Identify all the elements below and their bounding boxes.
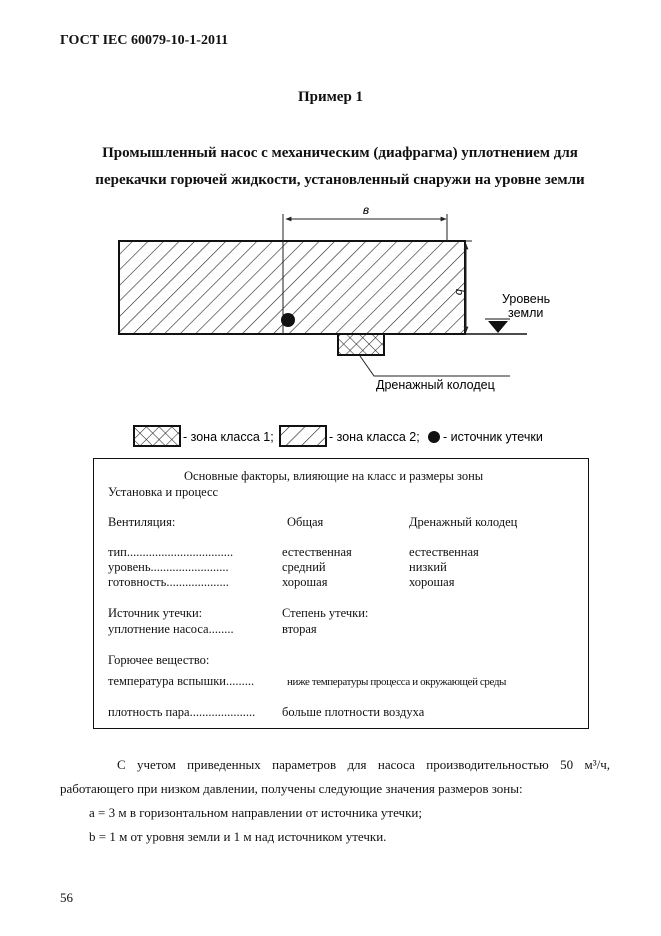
- page-number: 56: [60, 890, 73, 905]
- figure-title-line-1: Промышленный насос с механическим (диафрагма) уплотнением для: [102, 145, 578, 161]
- row-level-label: уровень.........................: [108, 560, 229, 574]
- ventilation-label: Вентиляция:: [108, 515, 176, 529]
- seal-value: вторая: [282, 622, 317, 636]
- row-availability-label: готовность....................: [108, 575, 229, 589]
- dimension-b-text: b = 1 м от уровня земли и 1 м над источником утечки.: [89, 829, 387, 844]
- table-subheading: Установка и процесс: [108, 485, 219, 499]
- legend-source-label: - источник утечки: [443, 430, 543, 444]
- flash-point-value: ниже температуры процесса и окружающей среды: [287, 676, 507, 688]
- column-general: Общая: [287, 515, 324, 529]
- figure-title-line-2: перекачки горючей жидкости, установленный снаружи на уровне земли: [95, 172, 585, 188]
- row-type-general: естественная: [282, 545, 352, 559]
- ground-level-icon: [488, 321, 508, 333]
- paragraph-line-1: С учетом приведенных параметров для насоса производительностью 50 м³/ч,: [117, 757, 610, 772]
- row-type-drain: естественная: [409, 545, 479, 559]
- table-heading: Основные факторы, влияющие на класс и размеры зоны: [184, 469, 484, 483]
- document-header: ГОСТ IEC 60079-10-1-2011: [60, 33, 229, 48]
- legend-zone-1-swatch: [134, 426, 180, 446]
- factors-table: [93, 458, 589, 729]
- example-title: Пример 1: [297, 89, 364, 105]
- legend-leak-source-icon: [428, 431, 440, 443]
- drain-pit-zone-1: [338, 334, 384, 355]
- drain-label: Дренажный колодец: [376, 378, 495, 392]
- legend-zone-2-label: - зона класса 2;: [329, 430, 420, 444]
- legend-zone-1-label: - зона класса 1;: [183, 430, 274, 444]
- row-availability-drain: хорошая: [409, 575, 455, 589]
- legend-zone-2-swatch: [280, 426, 326, 446]
- source-label: Источник утечки:: [108, 606, 203, 620]
- ground-label-line-2: земли: [508, 306, 544, 320]
- ground-label-line-1: Уровень: [502, 292, 551, 306]
- row-availability-general: хорошая: [282, 575, 328, 589]
- figure-title: [60, 140, 620, 194]
- drain-leader-line: [360, 356, 510, 376]
- row-level-general: средний: [282, 560, 326, 574]
- leak-source-marker: [281, 313, 295, 327]
- column-drain: Дренажный колодец: [409, 515, 518, 529]
- dimension-a-label: в: [362, 203, 370, 217]
- seal-label: уплотнение насоса........: [108, 622, 234, 636]
- substance-label: Горючее вещество:: [108, 653, 210, 667]
- flash-point-label: температура вспышки.........: [108, 674, 255, 688]
- degree-label: Степень утечки:: [282, 606, 369, 620]
- dimension-b-label: b: [453, 289, 465, 296]
- vapour-density-value: больше плотности воздуха: [282, 705, 425, 719]
- row-level-drain: низкий: [409, 560, 447, 574]
- row-type-label: тип..................................: [108, 545, 234, 559]
- zone-diagram: [0, 200, 661, 450]
- paragraph-line-2: работающего при низком давлении, получены следующие значения размеров зоны:: [60, 781, 523, 796]
- vapour-density-label: плотность пара.....................: [108, 705, 256, 719]
- dimension-a-text: a = 3 м в горизонтальном направлении от источника утечки;: [89, 805, 422, 820]
